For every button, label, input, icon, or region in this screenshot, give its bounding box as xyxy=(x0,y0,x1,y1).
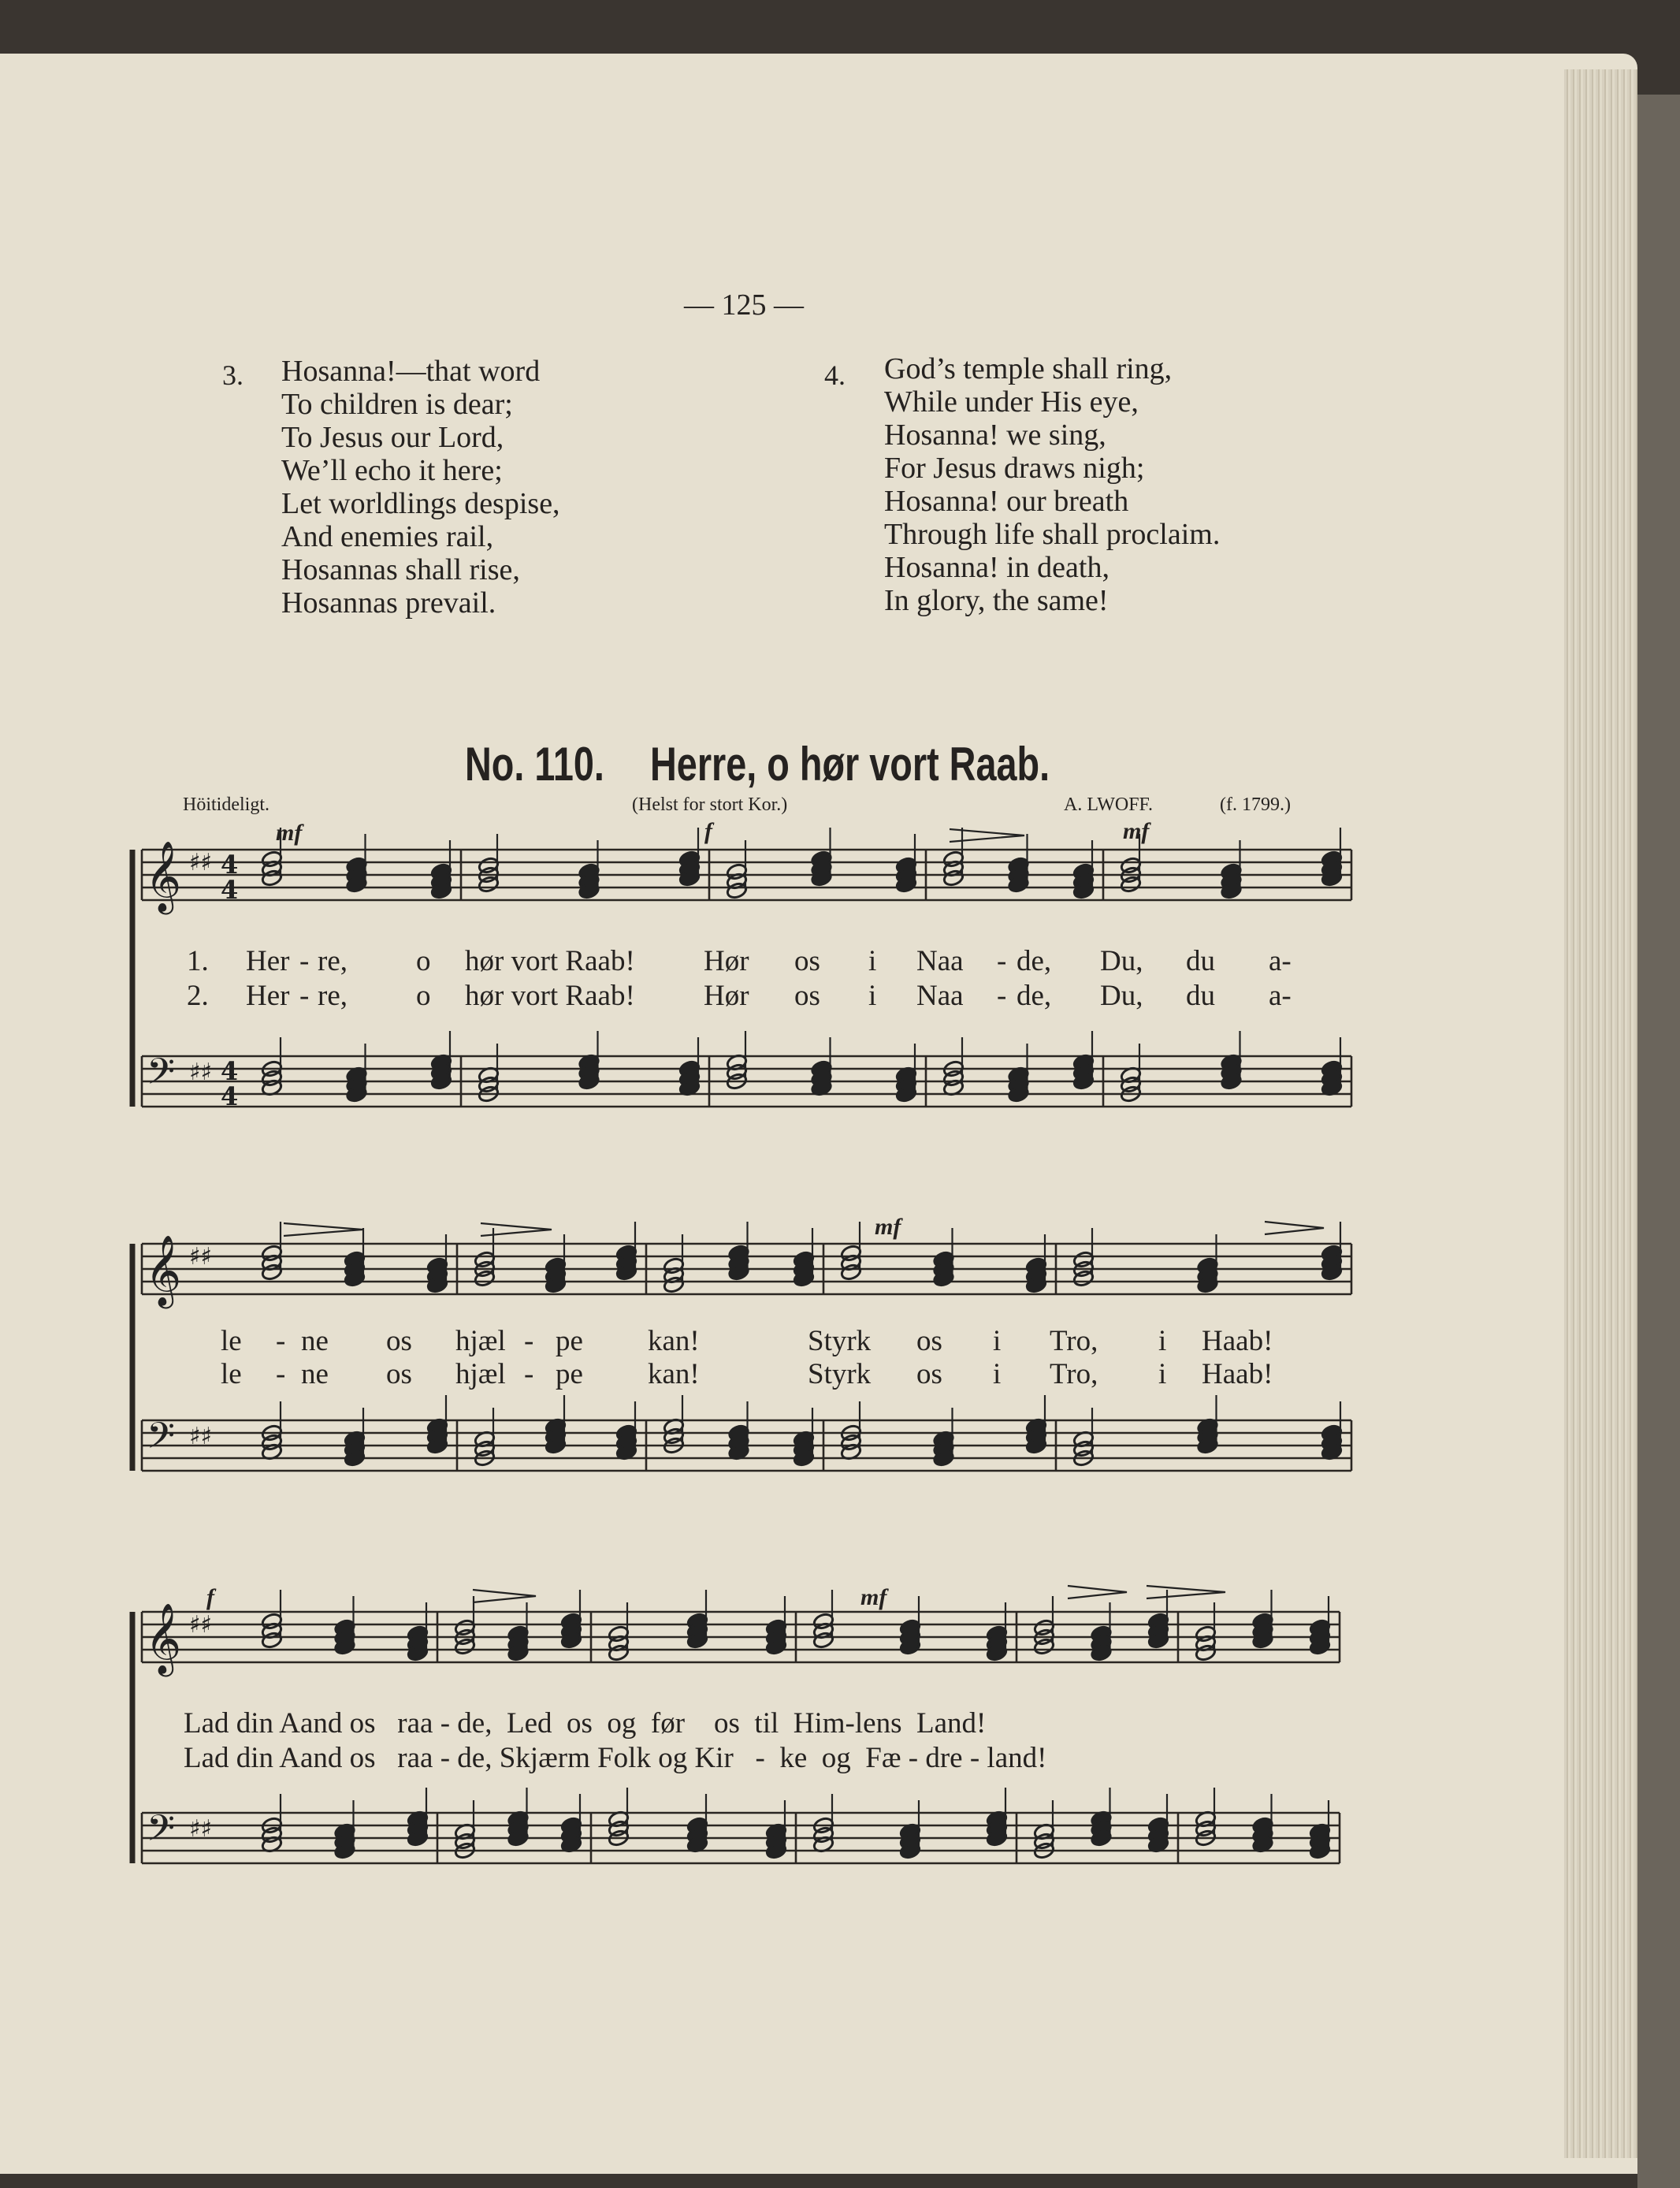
lyric-syllable: i xyxy=(868,980,877,1012)
hairpin-icon xyxy=(473,1590,536,1602)
lyric-syllable: Du, xyxy=(1100,980,1143,1012)
verse-3-line: We’ll echo it here; xyxy=(281,454,503,487)
lyric-syllable: a- xyxy=(1269,945,1292,977)
lyric-syllable: de, xyxy=(1017,980,1052,1012)
lyric-syllable: Styrk xyxy=(808,1358,872,1390)
time-signature: 4 xyxy=(221,875,239,905)
lyric-syllable: i xyxy=(993,1358,1002,1390)
bass-clef-icon: 𝄢 xyxy=(147,1807,176,1859)
lyric-syllable: hør vort Raab! xyxy=(465,980,635,1012)
lyric-syllable: ne xyxy=(301,1358,329,1390)
lyric-syllable: i xyxy=(1158,1358,1167,1390)
dynamic-mf: mf xyxy=(875,1214,901,1240)
lyrics-line-1: Lad din Aand os raa - de, Led os og før os til Him-lens Land! xyxy=(184,1707,987,1740)
dynamic-mf: mf xyxy=(860,1584,887,1610)
time-signature: 4 xyxy=(221,850,239,880)
lyric-syllable: os xyxy=(916,1325,942,1357)
hairpin-icon xyxy=(1068,1586,1127,1598)
bass-clef-icon: 𝄢 xyxy=(147,1051,176,1102)
dynamic-f: f xyxy=(704,818,712,844)
lyric-syllable: - xyxy=(997,980,1007,1012)
lyrics-line-2: Lad din Aand os raa - de, Skjærm Folk og Kir - ke og Fæ - dre - land! xyxy=(184,1742,1047,1774)
lyric-syllable: - xyxy=(276,1325,286,1357)
lyric-syllable: os xyxy=(916,1358,942,1390)
verse-4-line: Through life shall proclaim. xyxy=(884,518,1221,551)
verse-3-line: Hosanna!—that word xyxy=(281,355,541,388)
hymn-number: No. 110. xyxy=(465,738,604,791)
lyric-syllable: Her xyxy=(246,980,290,1012)
lyric-syllable: Styrk xyxy=(808,1325,872,1357)
lyric-syllable: kan! xyxy=(648,1325,700,1357)
key-signature: ♯♯ xyxy=(189,1611,213,1639)
verse-4-line: For Jesus draws nigh; xyxy=(884,452,1145,485)
lyric-syllable: hør vort Raab! xyxy=(465,945,635,977)
lyric-syllable: le xyxy=(221,1325,242,1357)
hairpin-icon xyxy=(284,1223,362,1236)
dynamic-f: f xyxy=(206,1584,214,1610)
lyric-syllable: Tro, xyxy=(1050,1325,1098,1357)
lyric-syllable: os xyxy=(794,945,820,977)
verse-3-line: To children is dear; xyxy=(281,388,513,421)
lyric-syllable: le xyxy=(221,1358,242,1390)
verse-4-line: In glory, the same! xyxy=(884,584,1109,617)
verse-4-line: While under His eye, xyxy=(884,385,1139,419)
hairpin-icon xyxy=(1265,1222,1324,1234)
key-signature: ♯♯ xyxy=(189,1423,213,1450)
lyric-syllable: du xyxy=(1186,980,1215,1012)
key-signature: ♯♯ xyxy=(189,849,213,876)
verse-3-line: And enemies rail, xyxy=(281,520,494,553)
verse-3-line: Hosannas prevail. xyxy=(281,586,496,620)
lyric-syllable: kan! xyxy=(648,1358,700,1390)
verse-4-number: 4. xyxy=(824,359,846,391)
lyric-syllable: pe xyxy=(556,1358,583,1390)
lyric-syllable: Hør xyxy=(704,980,749,1012)
verse-4-line: Hosanna! our breath xyxy=(884,485,1129,518)
hymn-title: Herre, o hør vort Raab. xyxy=(650,738,1050,791)
key-signature: ♯♯ xyxy=(189,1815,213,1843)
lyric-syllable: - xyxy=(524,1325,534,1357)
lyric-syllable: Hør xyxy=(704,945,749,977)
treble-clef-icon: 𝄞 xyxy=(145,1603,182,1674)
lyric-syllable: re, xyxy=(318,945,348,977)
lyric-syllable: Haab! xyxy=(1202,1325,1273,1357)
verse-number-1: 1. xyxy=(187,945,209,977)
verse-number-2: 2. xyxy=(187,980,209,1012)
lyric-syllable: i xyxy=(993,1325,1002,1357)
lyric-syllable: i xyxy=(868,945,877,977)
dynamic-mf: mf xyxy=(1123,818,1150,844)
bass-clef-icon: 𝄢 xyxy=(147,1415,176,1466)
lyric-syllable: - xyxy=(299,945,310,977)
lyric-syllable: - xyxy=(997,945,1007,977)
treble-clef-icon: 𝄞 xyxy=(145,841,182,912)
lyric-syllable: du xyxy=(1186,945,1215,977)
lyric-syllable: - xyxy=(276,1358,286,1390)
composer: A. LWOFF. xyxy=(1064,794,1153,815)
lyric-syllable: Haab! xyxy=(1202,1358,1273,1390)
lyric-syllable: o xyxy=(416,980,431,1012)
verse-4-line: Hosanna! in death, xyxy=(884,551,1109,584)
lyric-syllable: Naa xyxy=(916,945,964,977)
verse-3-line: To Jesus our Lord, xyxy=(281,421,504,454)
dynamic-mf: mf xyxy=(276,820,303,846)
verse-4-line: God’s temple shall ring, xyxy=(884,352,1173,385)
time-signature: 4 xyxy=(221,1081,239,1111)
lyric-syllable: re, xyxy=(318,980,348,1012)
verse-3-line: Hosannas shall rise, xyxy=(281,553,520,586)
composer-dates: (f. 1799.) xyxy=(1220,794,1291,815)
hairpin-icon xyxy=(950,829,1024,842)
hairpin-icon xyxy=(481,1223,552,1236)
lyric-syllable: pe xyxy=(556,1325,583,1357)
page-number: — 125 — xyxy=(684,288,804,322)
tempo-marking: Höitideligt. xyxy=(183,794,269,815)
lyric-syllable: os xyxy=(794,980,820,1012)
lyric-syllable: ne xyxy=(301,1325,329,1357)
performance-note: (Helst for stort Kor.) xyxy=(632,794,788,815)
lyric-syllable: - xyxy=(299,980,310,1012)
verse-3-line: Let worldlings despise, xyxy=(281,487,560,520)
lyric-syllable: Naa xyxy=(916,980,964,1012)
lyric-syllable: de, xyxy=(1017,945,1052,977)
lyric-syllable: hjæl xyxy=(455,1325,506,1357)
time-signature: 4 xyxy=(221,1056,239,1086)
lyric-syllable: hjæl xyxy=(455,1358,506,1390)
lyric-syllable: i xyxy=(1158,1325,1167,1357)
lyric-syllable: Du, xyxy=(1100,945,1143,977)
lyric-syllable: Tro, xyxy=(1050,1358,1098,1390)
lyric-syllable: Her xyxy=(246,945,290,977)
lyric-syllable: a- xyxy=(1269,980,1292,1012)
lyric-syllable: o xyxy=(416,945,431,977)
hairpin-icon xyxy=(1147,1586,1225,1598)
key-signature: ♯♯ xyxy=(189,1059,213,1086)
verse-3-number: 3. xyxy=(222,359,243,391)
verse-4-line: Hosanna! we sing, xyxy=(884,419,1106,452)
lyric-syllable: os xyxy=(386,1325,412,1357)
treble-clef-icon: 𝄞 xyxy=(145,1235,182,1306)
lyric-syllable: os xyxy=(386,1358,412,1390)
key-signature: ♯♯ xyxy=(189,1243,213,1271)
lyric-syllable: - xyxy=(524,1358,534,1390)
